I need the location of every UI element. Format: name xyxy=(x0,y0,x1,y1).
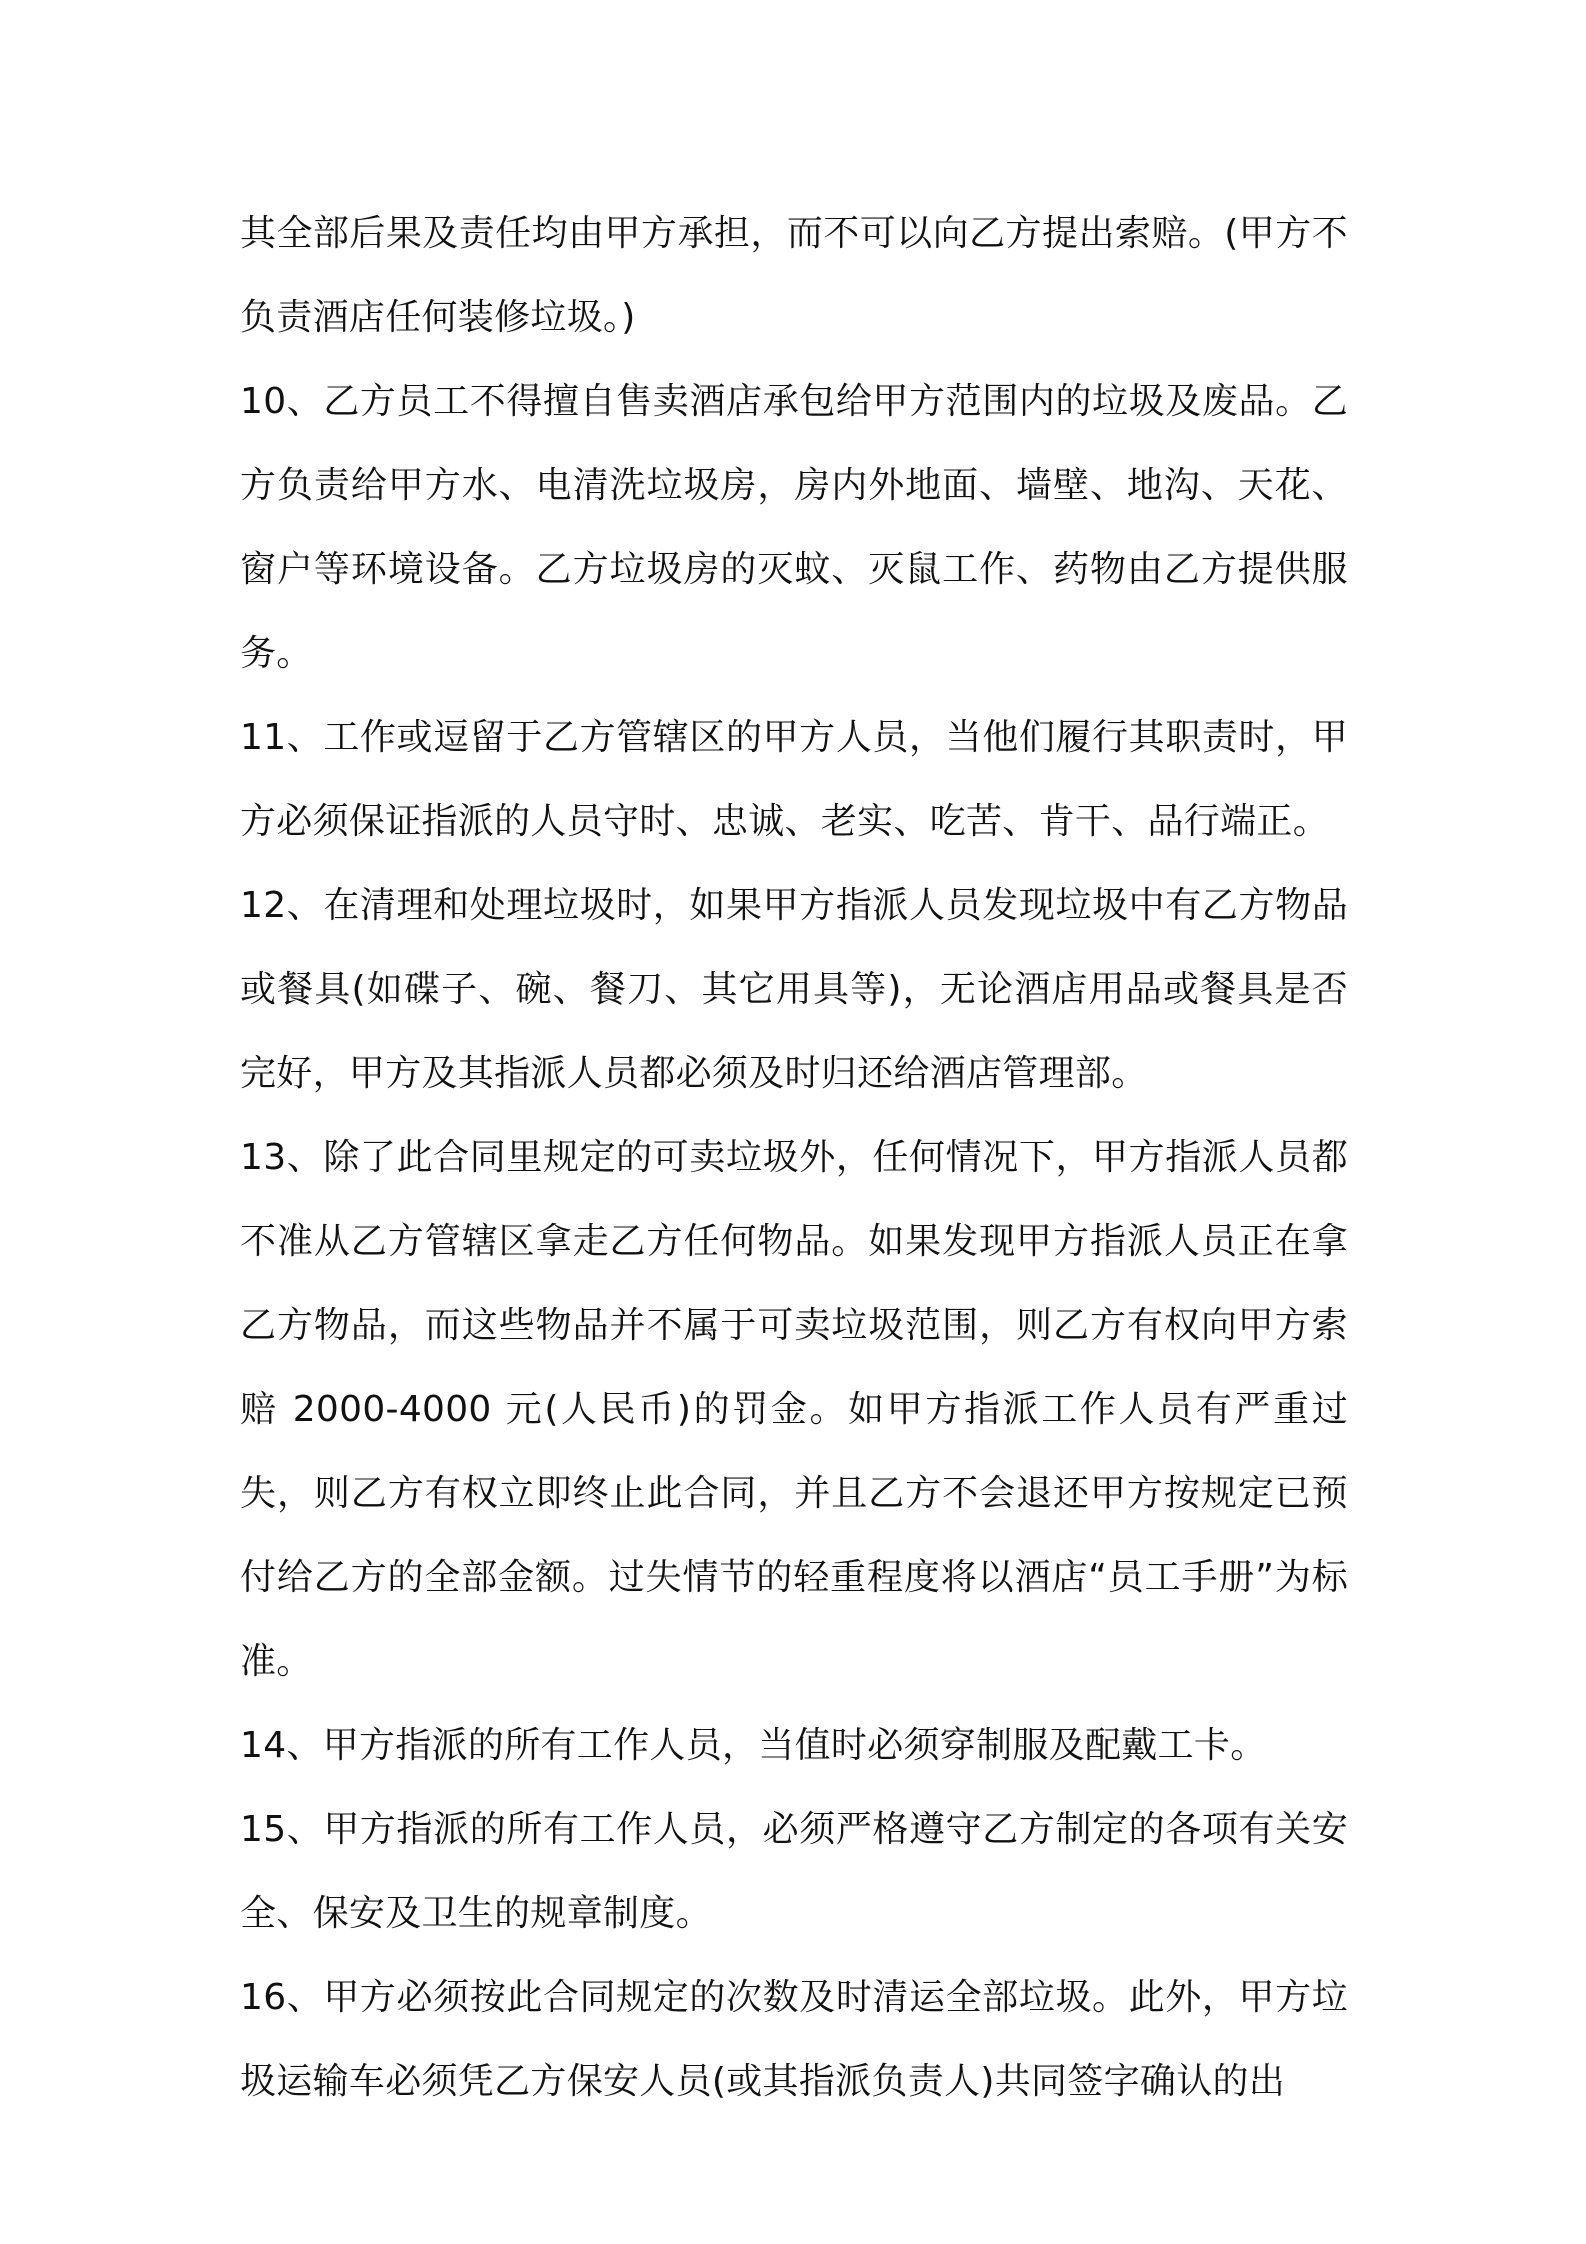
paragraph-continuation: 其全部后果及责任均由甲方承担，而不可以向乙方提出索赔。(甲方不负责酒店任何装修垃圾。) xyxy=(240,213,1348,338)
paragraph-clause-15: 15、甲方指派的所有工作人员，必须严格遵守乙方制定的各项有关安全、保安及卫生的规章制度。 xyxy=(240,1809,1348,1934)
paragraph-clause-10: 10、乙方员工不得擅自售卖酒店承包给甲方范围内的垃圾及废品。乙方负责给甲方水、电清洗垃圾房，房内外地面、墙壁、地沟、天花、窗户等环境设备。乙方垃圾房的灭蚊、灭鼠工作、药物由乙方提供服务。 xyxy=(240,381,1348,674)
paragraph-clause-14: 14、甲方指派的所有工作人员，当值时必须穿制服及配戴工卡。 xyxy=(240,1725,1267,1766)
paragraph-clause-12: 12、在清理和处理垃圾时，如果甲方指派人员发现垃圾中有乙方物品或餐具(如碟子、碗、餐刀、其它用具等)，无论酒店用品或餐具是否完好，甲方及其指派人员都必须及时归还给酒店管理部。 xyxy=(240,885,1348,1094)
paragraph-clause-13: 13、除了此合同里规定的可卖垃圾外，任何情况下，甲方指派人员都不准从乙方管辖区拿走乙方任何物品。如果发现甲方指派人员正在拿乙方物品，而这些物品并不属于可卖垃圾范围，则乙方有权向甲方索赔 2000-4000 元(人民币)的罚金。如甲方指派工作人员有严重过失，则乙方有权立即终止此合同，并且乙方不会退还甲方按规定已预付给乙方的全部金额。过失情节的轻重程度将以酒店“员工手册”为标准。 xyxy=(240,1137,1348,1682)
document-body xyxy=(240,192,1348,2124)
paragraph-clause-16: 16、甲方必须按此合同规定的次数及时清运全部垃圾。此外，甲方垃圾运输车必须凭乙方保安人员(或其指派负责人)共同签字确认的出 xyxy=(240,1977,1348,2102)
paragraph-clause-11: 11、工作或逗留于乙方管辖区的甲方人员，当他们履行其职责时，甲方必须保证指派的人员守时、忠诚、老实、吃苦、肯干、品行端正。 xyxy=(240,717,1348,842)
